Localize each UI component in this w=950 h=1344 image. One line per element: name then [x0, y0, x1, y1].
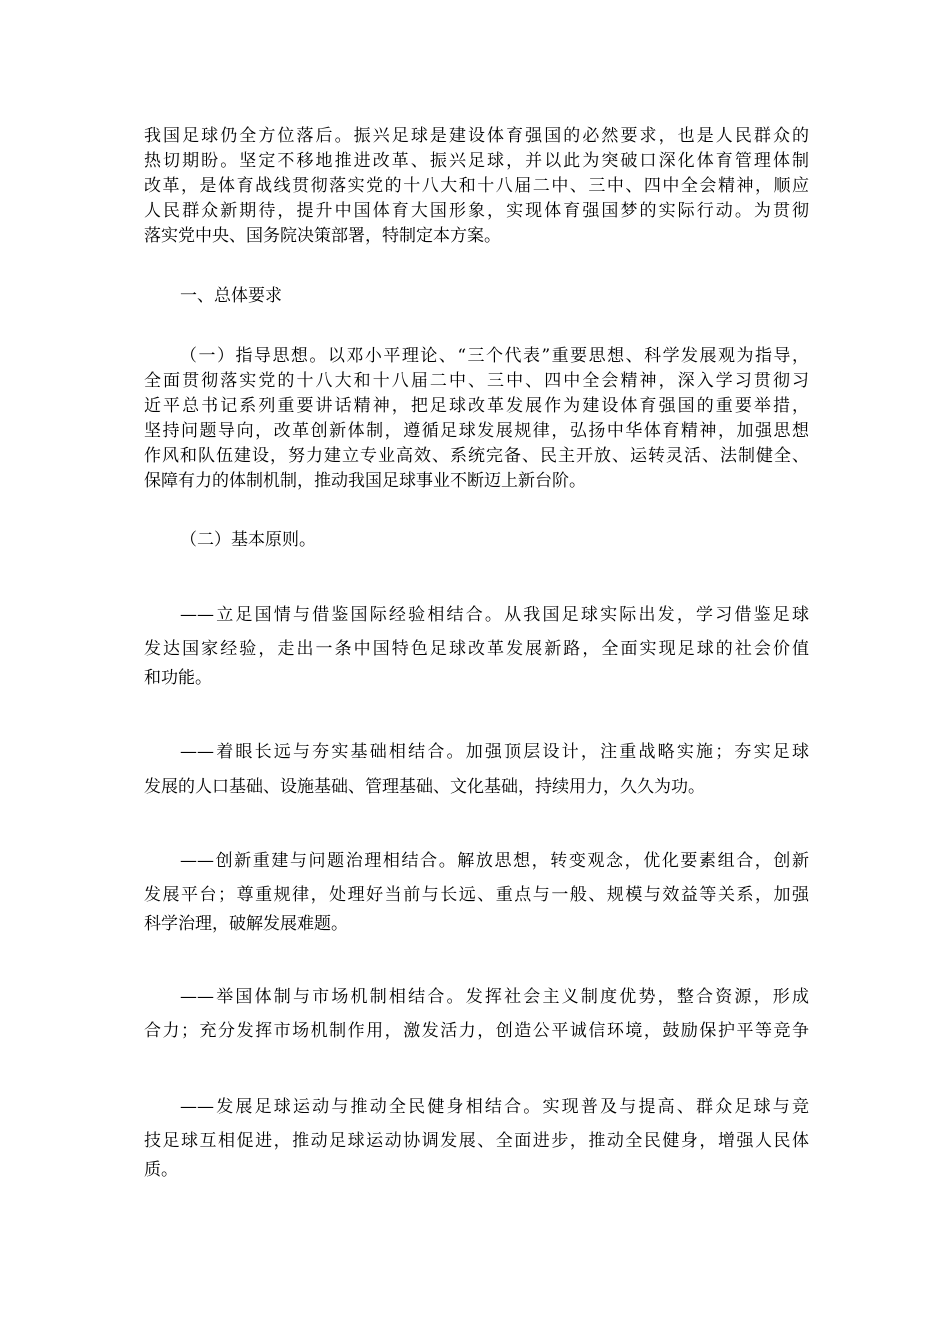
- principle-paragraph-5: [144, 1090, 809, 1183]
- text-line: 发展的人口基础、设施基础、管理基础、文化基础，持续用力，久久为功。: [144, 777, 705, 797]
- section-heading-basic-principles: [144, 528, 809, 553]
- text-line: 落实党中央、国务院决策部署，特制定本方案。: [144, 226, 501, 246]
- text-line: 全面贯彻落实党的十八大和十八届二中、三中、四中全会精神，深入学习贯彻习: [144, 371, 809, 391]
- text-line: 发展平台；尊重规律，处理好当前与长远、重点与一般、规模与效益等关系，加强: [144, 885, 809, 905]
- text-line: 我国足球仍全方位落后。振兴足球是建设体育强国的必然要求，也是人民群众的: [144, 126, 809, 146]
- text-line: ——着眼长远与夯实基础相结合。加强顶层设计，注重战略实施；夯实足球: [180, 742, 809, 762]
- text-line: 坚持问题导向，改革创新体制，遵循足球发展规律，弘扬中华体育精神，加强思想: [144, 421, 809, 441]
- text-line: 保障有力的体制机制，推动我国足球事业不断迈上新台阶。: [144, 471, 586, 491]
- text-line: 作风和队伍建设，努力建立专业高效、系统完备、民主开放、运转灵活、法制健全、: [144, 446, 809, 466]
- section-heading-overall-requirements: [144, 284, 809, 309]
- intro-paragraph: [144, 124, 809, 249]
- text-line: ——举国体制与市场机制相结合。发挥社会主义制度优势，整合资源，形成: [180, 987, 809, 1007]
- heading-text: 一、总体要求: [180, 286, 282, 306]
- text-line: 人民群众新期待，提升中国体育大国形象，实现体育强国梦的实际行动。为贯彻: [144, 201, 809, 221]
- text-line: 热切期盼。坚定不移地推进改革、振兴足球，并以此为突破口深化体育管理体制: [144, 151, 809, 171]
- heading-text: （二）基本原则。: [180, 530, 316, 550]
- text-line: 改革，是体育战线贯彻落实党的十八大和十八届二中、三中、四中全会精神，顺应: [144, 176, 809, 196]
- text-line: 质。: [144, 1160, 178, 1180]
- text-line: 科学治理，破解发展难题。: [144, 914, 348, 934]
- text-line: ——创新重建与问题治理相结合。解放思想，转变观念，优化要素组合，创新: [180, 851, 809, 871]
- text-line: 合力；充分发挥市场机制作用，激发活力，创造公平诚信环境，鼓励保护平等竞争: [144, 1021, 809, 1041]
- principle-paragraph-4: [144, 980, 809, 1048]
- text-line: 近平总书记系列重要讲话精神，把足球改革发展作为建设体育强国的重要举措，: [144, 396, 809, 416]
- principle-paragraph-2: [144, 734, 809, 804]
- guiding-ideology-paragraph: [144, 344, 809, 494]
- text-line: 和功能。: [144, 668, 212, 688]
- principle-paragraph-3: [144, 844, 809, 937]
- text-line: （一）指导思想。以邓小平理论、“三个代表”重要思想、科学发展观为指导，: [180, 346, 809, 366]
- principle-paragraph-1: [144, 598, 809, 691]
- text-line: ——立足国情与借鉴国际经验相结合。从我国足球实际出发，学习借鉴足球: [180, 605, 809, 625]
- text-line: ——发展足球运动与推动全民健身相结合。实现普及与提高、群众足球与竞: [180, 1097, 809, 1117]
- text-line: 发达国家经验，走出一条中国特色足球改革发展新路，全面实现足球的社会价值: [144, 639, 809, 659]
- text-line: 技足球互相促进，推动足球运动协调发展、全面进步，推动全民健身，增强人民体: [144, 1131, 809, 1151]
